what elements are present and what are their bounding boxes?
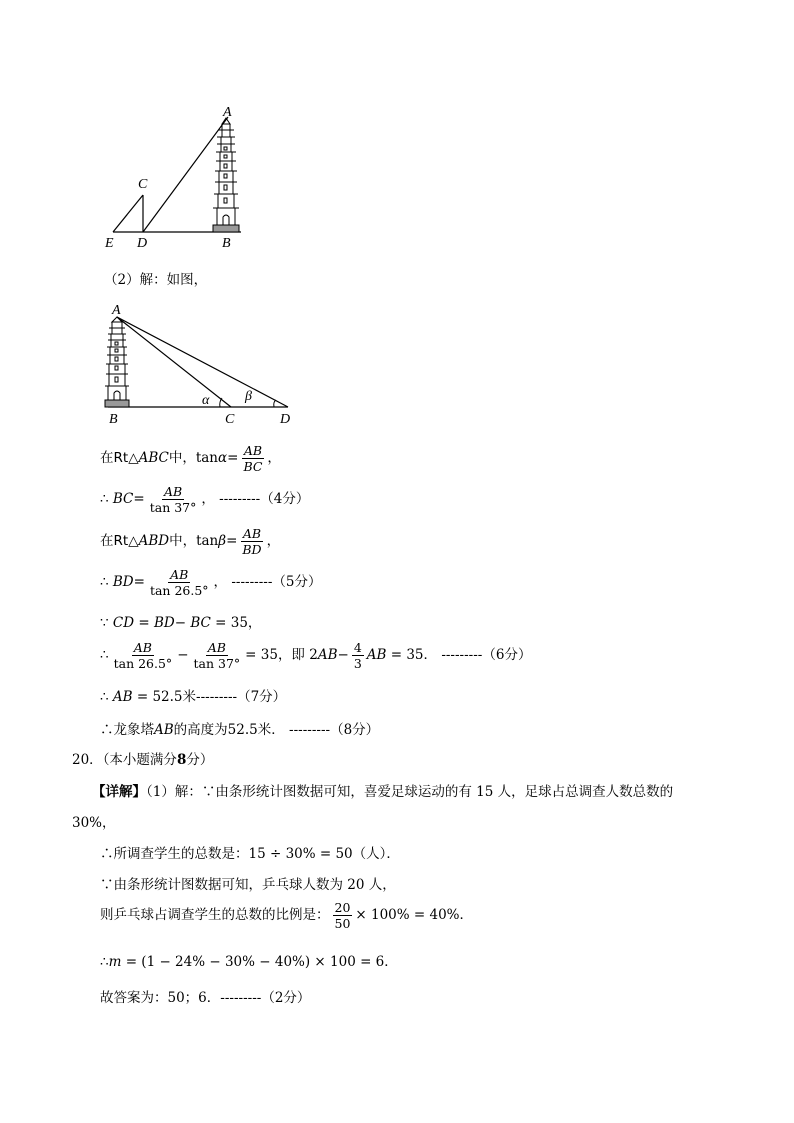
label-alpha: α (202, 393, 210, 408)
detail-line-2: 30%， (72, 815, 116, 831)
label-D: D (280, 412, 291, 427)
line-EC (113, 195, 143, 232)
label-C: C (138, 177, 148, 192)
line-tan-alpha: 在Rt△ABC中，tanα= $\frac{AB}{BC}$ ， (100, 443, 281, 474)
line-DA (143, 117, 228, 232)
tower-icon (105, 317, 129, 407)
label-C: C (225, 412, 235, 427)
para-total: ∴所调查学生的总数是：15 ÷ 30% = 50（人）． (100, 846, 400, 862)
line-equation: ∴ $\frac{AB}{\tan 26.5^\circ}$ − $\frac{AB}{\tan 37^\circ}$ = 35，即 2AB− $\frac{4}{3}$ AB = 35． ---------（6分） (100, 640, 532, 671)
label-B: B (109, 412, 118, 427)
detail-line-1: 【详解】（1）解：∵由条形统计图数据可知，喜爱足球运动的有 15 人，足球占总调查人数总数的 (92, 784, 674, 800)
figure-tower-1 (95, 100, 255, 252)
line-conclusion: ∴龙象塔AB的高度为52.5米． ---------（8分） (100, 722, 380, 738)
para-answer: 故答案为：50；6．---------（2分） (100, 990, 311, 1006)
angle-alpha-arc (220, 398, 222, 407)
line-bd: ∴ BD= $\frac{AB}{\tan 26.5^\circ}$ ， ---------（5分） (100, 567, 322, 598)
label-E: E (105, 236, 114, 251)
line-cd: ∵ CD = BD− BC = 35， (100, 615, 262, 631)
figure-tower-2 (100, 300, 300, 428)
line-tan-beta: 在Rt△ABD中，tanβ= $\frac{AB}{BD}$ ， (100, 526, 281, 557)
label-A: A (223, 105, 232, 120)
tower-icon (213, 118, 239, 232)
line-bc: ∴ BC= $\frac{AB}{\tan 37^\circ}$ ， ---------（4分） (100, 484, 310, 515)
line-AC (117, 317, 231, 407)
line-ab-value: ∴ AB = 52.5米---------（7分） (100, 689, 287, 705)
label-beta: β (245, 389, 252, 404)
question-20-header: 20．（本小题满分8分） (72, 752, 214, 768)
label-D: D (137, 236, 148, 251)
para-ratio: 则乒乓球占调查学生的总数的比例是： $\frac{20}{50}$ × 100% = 40%． (100, 900, 474, 931)
para-pingpong: ∵由条形统计图数据可知，乒乓球人数为 20 人， (100, 877, 396, 893)
label-A: A (112, 303, 121, 318)
solution-2-intro: （2）解：如图， (104, 272, 208, 288)
para-m: ∴m = (1 − 24% − 30% − 40%) × 100 = 6． (100, 954, 398, 970)
label-B: B (222, 236, 231, 251)
